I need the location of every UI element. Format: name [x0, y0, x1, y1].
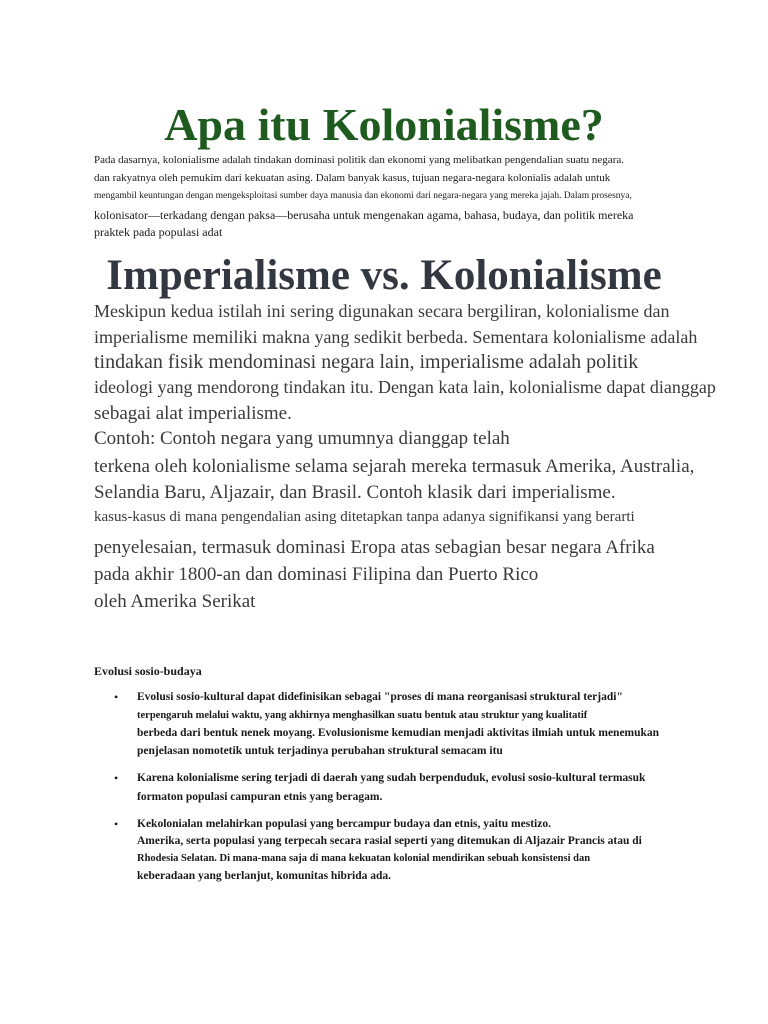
bullet-line: Rhodesia Selatan. Di mana-mana saja di mana kekuatan kolonial mendirikan sebuah konsistensi dan: [137, 853, 591, 864]
bullet-line: terpengaruh melalui waktu, yang akhirnya menghasilkan suatu bentuk atau struktur yang kualitatif: [137, 710, 588, 721]
section-title: Imperialisme vs. Kolonialisme: [106, 252, 662, 299]
section-line: tindakan fisik mendominasi negara lain, imperialisme adalah politik: [94, 351, 639, 373]
section-line: oleh Amerika Serikat: [94, 591, 256, 612]
section-line: ideologi yang mendorong tindakan itu. Dengan kata lain, kolonialisme dapat dianggap: [94, 377, 716, 397]
section-heading: Evolusi sosio-budaya: [94, 664, 202, 678]
bullet-marker: •: [114, 771, 119, 785]
section-line: kasus-kasus di mana pengendalian asing ditetapkan tanpa adanya signifikansi yang berarti: [94, 509, 635, 525]
intro-line: praktek pada populasi adat: [94, 225, 223, 239]
section-line: sebagai alat imperialisme.: [94, 403, 292, 424]
section-line: penyelesaian, termasuk dominasi Eropa atas sebagian besar negara Afrika: [94, 537, 655, 558]
section-line: terkena oleh kolonialisme selama sejarah mereka termasuk Amerika, Australia,: [94, 456, 695, 477]
bullet-line: formaton populasi campuran etnis yang beragam.: [137, 791, 383, 803]
bullet-line: Karena kolonialisme sering terjadi di daerah yang sudah berpenduduk, evolusi sosio-kultural termasuk: [137, 772, 646, 784]
bullet-line: berbeda dari bentuk nenek moyang. Evolusionisme kemudian menjadi aktivitas ilmiah untuk menemukan: [137, 727, 660, 739]
section-line: Selandia Baru, Aljazair, dan Brasil. Contoh klasik dari imperialisme.: [94, 482, 616, 503]
bullet-marker: •: [114, 690, 119, 704]
bullet-line: keberadaan yang berlanjut, komunitas hibrida ada.: [137, 870, 392, 882]
page-title: Apa itu Kolonialisme?: [164, 99, 604, 150]
bullet-line: Evolusi sosio-kultural dapat didefinisikan sebagai "proses di mana reorganisasi struktural terjadi": [137, 691, 623, 703]
section-line: pada akhir 1800-an dan dominasi Filipina dan Puerto Rico: [94, 564, 539, 585]
intro-line: dan rakyatnya oleh pemukim dari kekuatan asing. Dalam banyak kasus, tujuan negara-negara kolonialis adalah untuk: [94, 172, 611, 184]
bullet-marker: •: [114, 817, 119, 831]
bullet-line: penjelasan nomotetik untuk terjadinya perubahan struktural semacam itu: [137, 745, 503, 757]
bullet-line: Amerika, serta populasi yang terpecah secara rasial seperti yang ditemukan di Aljazair Prancis atau di: [137, 835, 642, 847]
intro-line: mengambil keuntungan dengan mengeksploitasi sumber daya manusia dan ekonomi dari negara-negara yang mereka jajah. Dalam prosesnya,: [94, 191, 632, 201]
intro-line: kolonisator—terkadang dengan paksa—berusaha untuk mengenakan agama, bahasa, budaya, dan politik mereka: [94, 208, 634, 222]
section-line: imperialisme memiliki makna yang sedikit berbeda. Sementara kolonialisme adalah: [94, 327, 698, 347]
section-line: Contoh: Contoh negara yang umumnya dianggap telah: [94, 428, 510, 449]
intro-line: Pada dasarnya, kolonialisme adalah tindakan dominasi politik dan ekonomi yang melibatkan pengendalian suatu negara.: [94, 154, 624, 166]
section-line: Meskipun kedua istilah ini sering digunakan secara bergiliran, kolonialisme dan: [94, 301, 670, 321]
bullet-line: Kekolonialan melahirkan populasi yang bercampur budaya dan etnis, yaitu mestizo.: [137, 818, 551, 830]
